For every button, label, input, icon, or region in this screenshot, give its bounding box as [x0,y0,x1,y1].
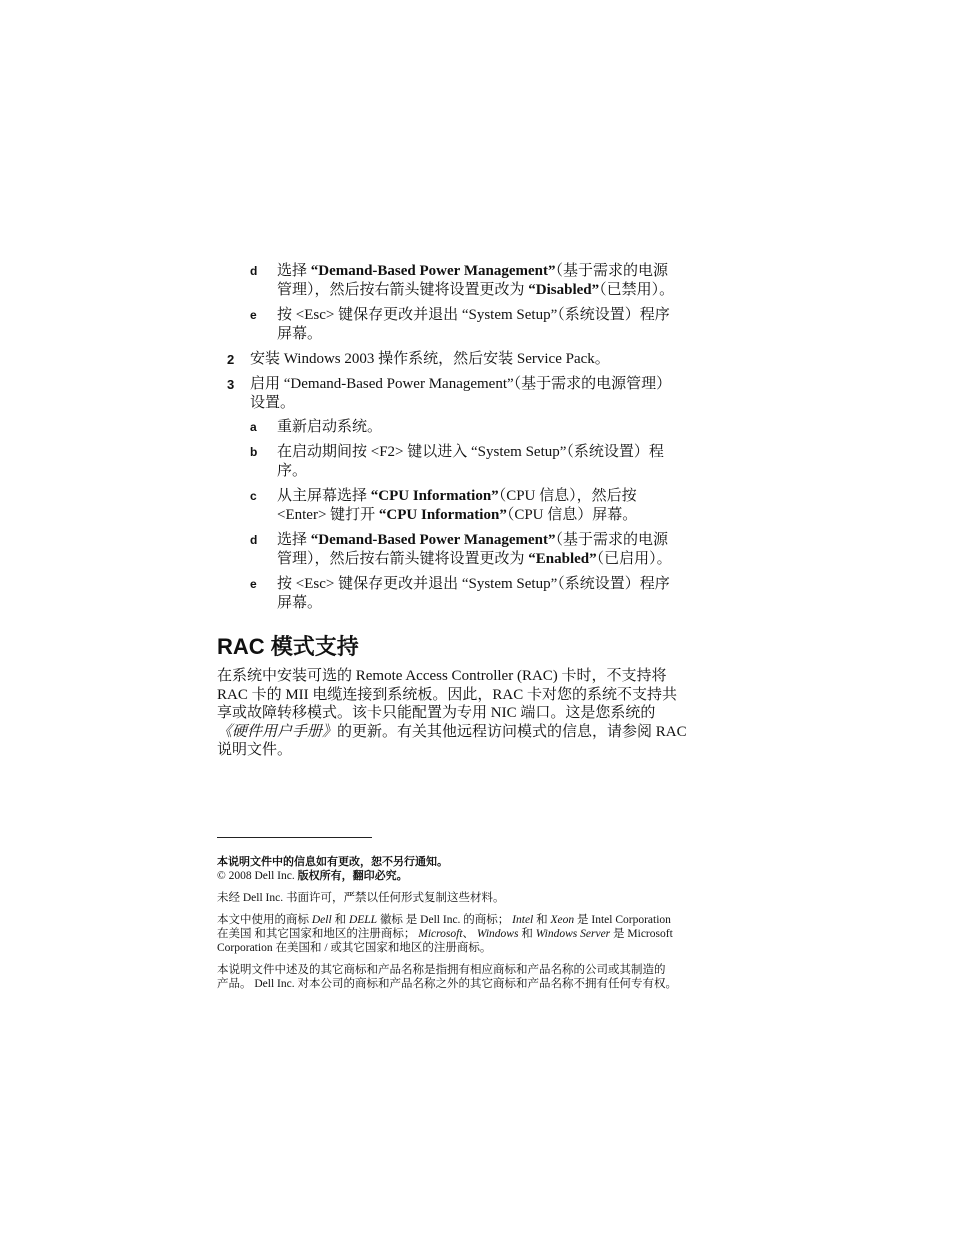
step-marker-d: d [250,533,258,547]
step-d1-line2 [277,281,674,300]
step-c-line1 [277,487,637,506]
step-e2-line1: 按 <Esc> 键保存更改并退出 “System Setup”（系统设置）程序 [277,576,670,592]
text-run: 在美国 和其它国家和地区的注册商标； [217,928,419,940]
footer-other-line1: 本说明文件中述及的其它商标和产品名称是指拥有相应商标和产品名称的公司或其制造的 [217,964,666,976]
step-marker-c: c [250,489,257,503]
para-line: 说明文件。 [217,742,293,758]
text-run: 从主屏幕选择 [277,488,371,504]
footnote-divider [217,837,372,838]
section-paragraph [217,667,717,760]
trademark: Windows Server [535,928,611,940]
step-marker-2: 2 [227,352,235,367]
option-enabled: “Enabled” [528,551,597,567]
step-marker-e: e [250,577,257,591]
footer-trademarks-line3: Corporation 在美国和 / 或其它国家和地区的注册商标。 [217,942,492,954]
text-run: 选择 [277,263,311,279]
text-run: 是 Intel Corporation [574,914,671,926]
text-run: 和 [518,928,536,940]
text-run: （基于需求的电源 [555,263,668,279]
para-line: 在系统中安装可选的 Remote Access Controller (RAC) 卡时，不支持将 [217,668,667,684]
menu-option-demand-based: “Demand-Based Power Management” [310,532,556,548]
text-run: 是 Microsoft [610,928,673,940]
footer-trademarks-line2 [217,927,717,941]
para-line: RAC 卡的 MII 电缆连接到系统板。因此，RAC 卡对您的系统不支持共 [217,686,678,703]
text-run: 徽标 是 Dell Inc. 的商标； [377,914,513,926]
trademark: Dell [311,914,332,926]
option-disabled: “Disabled” [528,282,600,298]
text-run: 管理），然后按右箭头键将设置更改为 [277,282,529,298]
section-heading: RAC 模式支持 [217,634,359,659]
footer-copyright [217,869,717,883]
step-3-line1: 启用 “Demand-Based Power Management”（基于需求的电源管理） [250,376,672,392]
step-marker-a: a [250,420,257,434]
trademark: Windows [476,928,519,940]
step-marker-3: 3 [227,377,235,392]
step-c-line2 [277,506,637,525]
text-run: （CPU 信息）屏幕。 [506,507,638,523]
para-line: 享或故障转移模式。该卡只能配置为专用 NIC 端口。这是您系统的 [217,705,656,721]
step-e1-line2: 屏幕。 [277,326,323,342]
para-line [217,723,717,742]
step-3-line2: 设置。 [250,395,296,411]
text-run: （基于需求的电源 [555,532,668,548]
trademark: DELL [348,914,378,926]
step-b-line2: 序。 [277,463,308,479]
rights-reserved: 版权所有，翻印必究。 [297,870,408,882]
step-e2-line2: 屏幕。 [277,595,323,611]
text-run: 的更新。有关其他远程访问模式的信息，请参阅 RAC [337,723,687,740]
text-run: 选择 [277,532,311,548]
text-run: 管理），然后按右箭头键将设置更改为 [277,551,529,567]
step-marker-e: e [250,308,257,322]
text-run: 、 [462,928,477,940]
text-run: （CPU 信息），然后按 [498,488,637,504]
step-d1-line1 [277,262,668,281]
text-run: 和 [331,914,349,926]
step-a-line1: 重新启动系统。 [277,419,383,435]
text-run: 和 [533,914,551,926]
step-d2-line2 [277,550,672,569]
step-marker-b: b [250,445,258,459]
footer-notice: 本说明文件中的信息如有更改，恕不另行通知。 [217,856,448,868]
menu-option-demand-based: “Demand-Based Power Management” [310,263,556,279]
footer-trademarks-line1 [217,913,717,927]
step-2-line1: 安装 Windows 2003 操作系统，然后安装 Service Pack。 [250,351,610,367]
text-run: 本文中使用的商标 [217,914,312,926]
footer-other-line2: 产品。 Dell Inc. 对本公司的商标和产品名称之外的其它商标和产品名称不拥有任何专有权。 [217,978,677,990]
manual-title: 《硬件用户手册》 [217,723,338,740]
text-run: （已禁用）。 [599,282,675,298]
text-run: <Enter> 键打开 [277,507,379,523]
step-b-line1: 在启动期间按 <F2> 键以进入 “System Setup”（系统设置）程 [277,444,664,460]
trademark: Xeon [550,914,575,926]
step-e1-line1: 按 <Esc> 键保存更改并退出 “System Setup”（系统设置）程序 [277,307,670,323]
step-d2-line1 [277,531,668,550]
footer-reproduction: 未经 Dell Inc. 书面许可，严禁以任何形式复制这些材料。 [217,892,505,904]
text-run: （已启用）。 [596,551,672,567]
text-run: © 2008 Dell Inc. [217,870,298,882]
step-marker-d: d [250,264,258,278]
menu-option-cpu-information: “CPU Information” [370,488,499,504]
trademark: Intel [512,914,534,926]
trademark: Microsoft [418,928,463,940]
menu-option-cpu-information: “CPU Information” [378,507,507,523]
